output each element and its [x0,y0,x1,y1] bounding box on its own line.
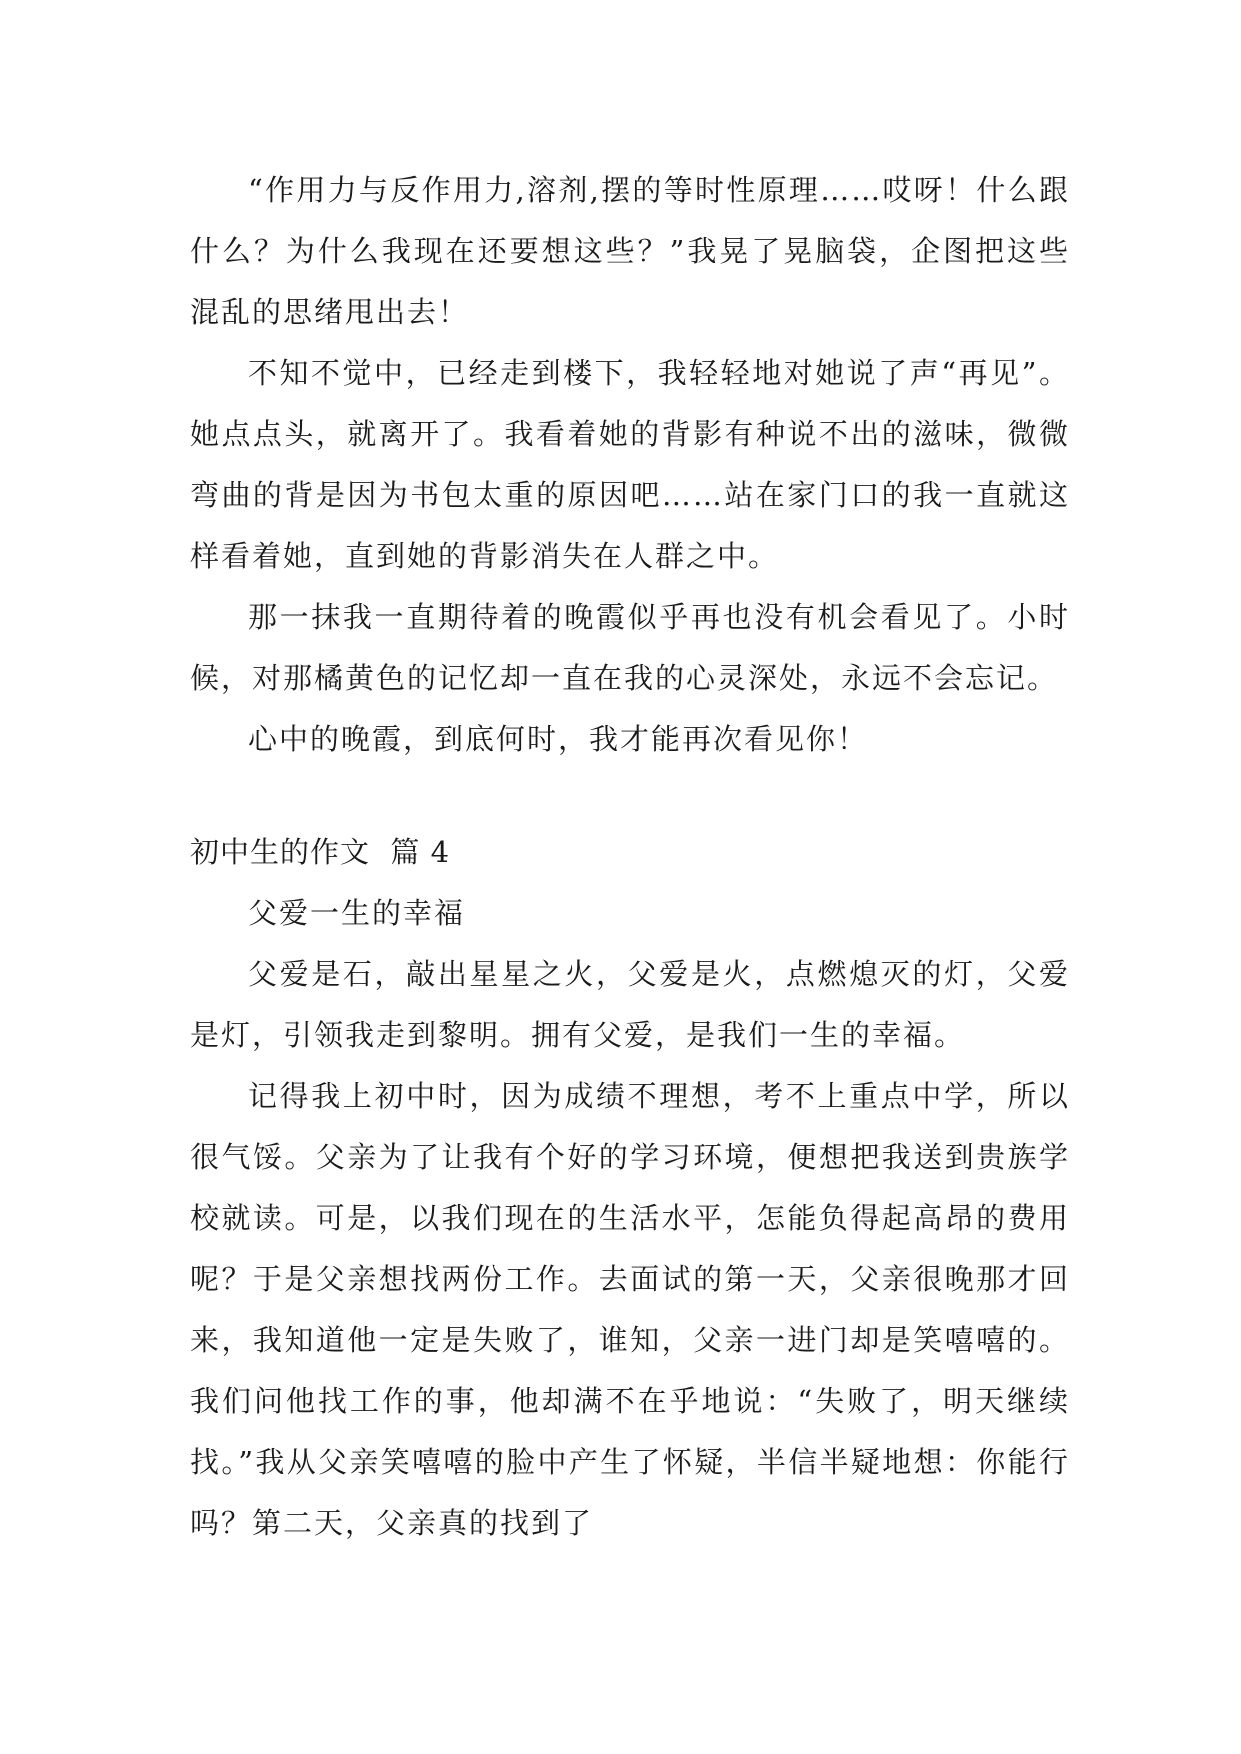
paragraph: 记得我上初中时，因为成绩不理想，考不上重点中学，所以很气馁。父亲为了让我有个好的学习环境，便想把我送到贵族学校就读。可是，以我们现在的生活水平，怎能负得起高昂的费用呢？于是父亲想找两份工作。去面试的第一天，父亲很晚那才回来，我知道他一定是失败了，谁知，父亲一进门却是笑嘻嘻的。我们问他找工作的事，他却满不在乎地说：“失败了，明天继续找。”我从父亲笑嘻嘻的脸中产生了怀疑，半信半疑地想：你能行吗？第二天，父亲真的找到了 [190,1079,1070,1540]
paragraph: “作用力与反作用力,溶剂,摆的等时性原理……哎呀！什么跟什么？为什么我现在还要想这些？”我晃了晃脑袋，企图把这些混乱的思绪甩出去！ [190,173,1070,329]
paragraph: 父爱是石，敲出星星之火，父爱是火，点燃熄灭的灯，父爱是灯，引领我走到黎明。拥有父爱，是我们一生的幸福。 [190,957,1070,1052]
paragraph: 心中的晚霞，到底何时，我才能再次看见你！ [248,722,869,756]
essay-title: 父爱一生的幸福 [248,896,466,930]
document-page [190,160,1070,1554]
section-heading: 初中生的作文 篇 4 [190,835,451,869]
paragraph: 不知不觉中，已经走到楼下，我轻轻地对她说了声“再见”。她点点头，就离开了。我看着她的背影有种说不出的滋味，微微弯曲的背是因为书包太重的原因吧……站在家门口的我一直就这样看着她，直到她的背影消失在人群之中。 [190,356,1070,573]
paragraph: 那一抹我一直期待着的晚霞似乎再也没有机会看见了。小时候，对那橘黄色的记忆却一直在我的心灵深处，永远不会忘记。 [190,600,1070,695]
